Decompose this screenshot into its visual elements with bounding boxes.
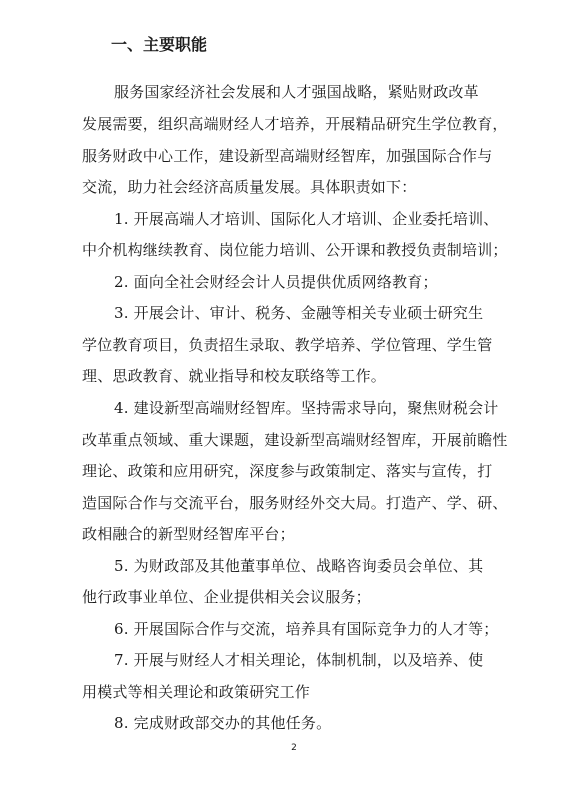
item-4-line-2: 改革重点领域、重大课题，建设新型高端财经智库，开展前瞻性 <box>82 431 508 449</box>
item-6-line-1: 6. 开展国际合作与交流，培养具有国际竞争力的人才等； <box>114 620 499 638</box>
item-4-line-1: 4. 建设新型高端财经智库。坚持需求导向，聚焦财税会计 <box>114 399 499 417</box>
item-4-line-4: 造国际合作与交流平台，服务财经外交大局。打造产、学、研、 <box>82 494 508 512</box>
item-3-line-1: 3. 开展会计、审计、税务、金融等相关专业硕士研究生 <box>114 304 484 322</box>
item-8-line-1: 8. 完成财政部交办的其他任务。 <box>114 714 332 732</box>
item-4-line-5: 政相融合的新型财经智库平台； <box>82 525 295 543</box>
section-heading: 一、主要职能 <box>111 35 208 54</box>
item-2-line-1: 2. 面向全社会财经会计人员提供优质网络教育； <box>114 273 438 291</box>
intro-line-3: 服务财政中心工作，建设新型高端财经智库，加强国际合作与 <box>82 147 493 165</box>
intro-line-1: 服务国家经济社会发展和人才强国战略，紧贴财政改革 <box>114 83 479 101</box>
item-7-line-1: 7. 开展与财经人才相关理论，体制机制，以及培养、使 <box>114 651 484 669</box>
item-3-line-3: 理、思政教育、就业指导和校友联络等工作。 <box>82 367 387 385</box>
page-number: 2 <box>291 743 297 753</box>
item-7-line-2: 用模式等相关理论和政策研究工作 <box>82 683 311 701</box>
intro-line-2: 发展需要，组织高端财经人才培养，开展精品研究生学位教育， <box>82 115 508 133</box>
intro-line-4: 交流，助力社会经济高质量发展。具体职责如下： <box>82 178 417 196</box>
item-3-line-2: 学位教育项目，负责招生录取、教学培养、学位管理、学生管 <box>82 336 493 354</box>
item-5-line-1: 5. 为财政部及其他董事单位、战略咨询委员会单位、其 <box>114 557 484 575</box>
item-1-line-1: 1. 开展高端人才培训、国际化人才培训、企业委托培训、 <box>114 210 499 228</box>
item-4-line-3: 理论、政策和应用研究，深度参与政策制定、落实与宣传，打 <box>82 462 493 480</box>
item-5-line-2: 他行政事业单位、企业提供相关会议服务； <box>82 588 371 606</box>
item-1-line-2: 中介机构继续教育、岗位能力培训、公开课和教授负责制培训； <box>82 241 508 259</box>
